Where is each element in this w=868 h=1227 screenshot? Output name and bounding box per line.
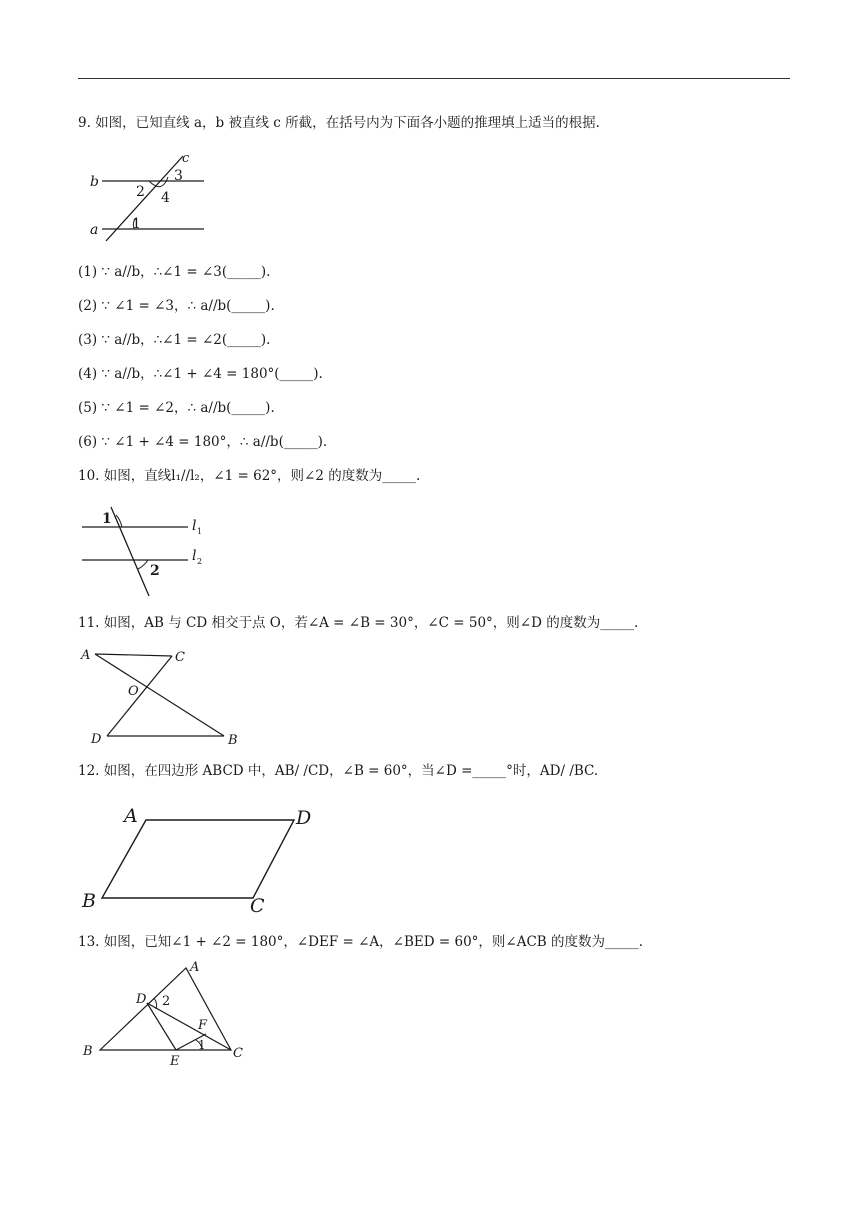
label-1: 1	[198, 1038, 206, 1052]
problem-9-item-2: (2) ∵ ∠1 = ∠3，∴ a//b(_____).	[78, 298, 275, 314]
label-C: C	[175, 650, 185, 665]
problem-9-item-5: (5) ∵ ∠1 = ∠2，∴ a//b(_____).	[78, 400, 275, 416]
label-C: C	[233, 1046, 243, 1061]
parallelogram-abcd	[102, 820, 294, 898]
transversal	[111, 507, 149, 596]
problem-9-item-3: (3) ∵ a//b，∴∠1 = ∠2(_____).	[78, 332, 271, 348]
label-l1: l	[192, 518, 197, 534]
label-F: F	[198, 1018, 208, 1033]
problem-9-item-1: (1) ∵ a//b，∴∠1 = ∠3(_____).	[78, 264, 271, 280]
label-l2-sub: 2	[197, 557, 203, 566]
angle-arc-2	[138, 560, 148, 569]
problem-12-figure	[78, 800, 328, 915]
label-2: 2	[162, 994, 171, 1009]
label-B: B	[83, 1044, 93, 1059]
label-D: D	[136, 992, 147, 1007]
label-c: c	[182, 151, 190, 166]
problem-9-stem: 9. 如图，已知直线 a，b 被直线 c 所截，在括号内为下面各小题的推理填上适当的根据.	[78, 115, 600, 131]
label-B: B	[82, 890, 96, 912]
label-b: b	[90, 174, 99, 190]
label-E: E	[170, 1054, 180, 1069]
label-D: D	[296, 807, 312, 829]
label-l1-sub: 1	[197, 527, 203, 536]
problem-10-stem: 10. 如图，直线l₁//l₂，∠1 = 62°，则∠2 的度数为_____.	[78, 468, 421, 484]
problem-10-figure	[78, 503, 218, 598]
segment-d-e	[147, 1003, 176, 1050]
segment-a-b	[95, 654, 224, 736]
triangle-abc	[100, 968, 231, 1050]
label-C: C	[250, 895, 265, 915]
label-A: A	[190, 960, 200, 975]
problem-11-stem: 11. 如图，AB 与 CD 相交于点 O，若∠A = ∠B = 30°，∠C = 50°，则∠D 的度数为_____.	[78, 615, 639, 631]
label-2: 2	[136, 184, 145, 200]
label-O: O	[128, 684, 139, 699]
problem-9-item-4: (4) ∵ a//b，∴∠1 + ∠4 = 180°(_____).	[78, 366, 323, 382]
label-A: A	[124, 805, 138, 827]
label-1: 1	[132, 216, 141, 232]
label-3: 3	[174, 168, 183, 184]
label-2: 2	[150, 563, 160, 579]
label-1: 1	[102, 511, 112, 527]
label-4: 4	[161, 190, 170, 206]
label-D: D	[91, 732, 102, 747]
problem-13-figure	[78, 958, 258, 1070]
label-A: A	[81, 648, 91, 663]
label-l2: l	[192, 548, 197, 564]
label-a: a	[90, 222, 99, 238]
problem-12-stem: 12. 如图，在四边形 ABCD 中，AB/ /CD，∠B = 60°，当∠D =_____°时，AD/ /BC.	[78, 763, 599, 779]
problem-9-item-6: (6) ∵ ∠1 + ∠4 = 180°，∴ a//b(_____).	[78, 434, 328, 450]
segment-a-c	[95, 654, 172, 656]
angle-arc-2-4	[149, 177, 168, 187]
problem-13-stem: 13. 如图，已知∠1 + ∠2 = 180°，∠DEF = ∠A，∠BED = 60°，则∠ACB 的度数为_____.	[78, 934, 644, 950]
label-B: B	[228, 733, 238, 748]
problem-9-figure	[82, 150, 217, 242]
problem-11-figure	[78, 643, 248, 748]
header-rule	[78, 78, 790, 79]
